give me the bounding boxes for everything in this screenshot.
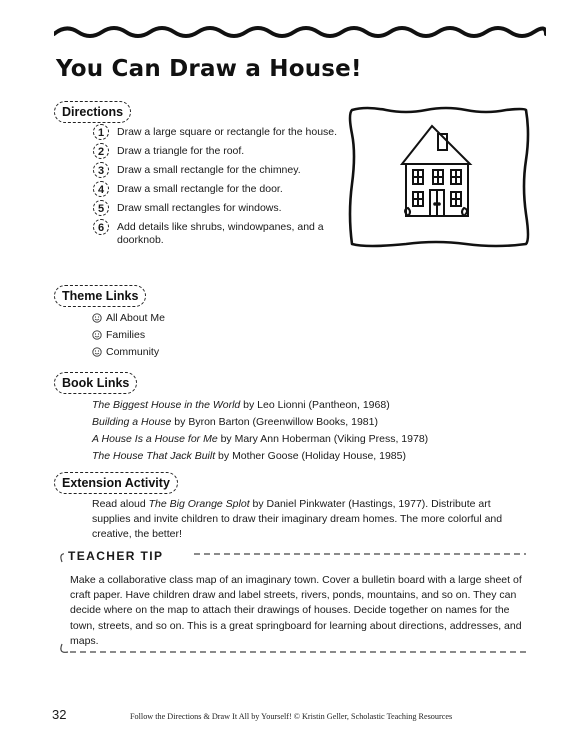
directions-steps xyxy=(93,126,338,252)
book-title: The House That Jack Built xyxy=(92,450,216,462)
smiley-icon xyxy=(92,347,102,357)
step-text: Draw small rectangles for windows. xyxy=(117,202,282,214)
book-details: by Leo Lionni (Pantheon, 1968) xyxy=(240,399,390,411)
book-details: by Mother Goose (Holiday House, 1985) xyxy=(215,450,406,462)
footer-credit: Follow the Directions & Draw It All by Yourself! © Kristin Geller, Scholastic Teaching Resources xyxy=(130,712,453,721)
step-text: Draw a small rectangle for the chimney. xyxy=(117,164,301,176)
teacher-tip-text: Make a collaborative class map of an imaginary town. Cover a bulletin board with a large sheet of craft paper. Have children draw and label streets, rivers, ponds, mountains, and so on. They can decide where on the map to attach their drawings of houses. Decide together on names for the town, streets, and so on. This is a great springboard for learning about directions, addresses, and maps. xyxy=(70,574,522,647)
theme-link-text: Families xyxy=(106,328,146,341)
book-links-list xyxy=(92,397,428,465)
step-number: 5 xyxy=(93,200,109,216)
extension-pre: Read aloud xyxy=(92,498,149,510)
directions-label: Directions xyxy=(54,101,131,123)
theme-link-text: All About Me xyxy=(106,311,165,324)
step-number: 4 xyxy=(93,181,109,197)
direction-step xyxy=(93,202,338,216)
theme-links-list xyxy=(92,309,165,360)
extension-book-title: The Big Orange Splot xyxy=(148,498,250,510)
extension-activity-text xyxy=(92,497,522,542)
step-number: 1 xyxy=(93,124,109,140)
book-title: The Biggest House in the World xyxy=(92,399,241,411)
teacher-tip-label: TEACHER TIP xyxy=(64,549,167,563)
list-item xyxy=(92,326,165,343)
book-details: by Mary Ann Hoberman (Viking Press, 1978) xyxy=(217,433,429,445)
book-details: by Byron Barton (Greenwillow Books, 1981) xyxy=(171,416,378,428)
direction-step xyxy=(93,164,338,178)
book-title: A House Is a House for Me xyxy=(92,433,218,445)
direction-step xyxy=(93,126,338,140)
book-entry xyxy=(92,448,428,465)
book-title: Building a House xyxy=(92,416,172,428)
book-entry xyxy=(92,414,428,431)
extension-post: by Daniel Pinkwater (Hastings, 1977). Distribute art supplies and invite children to draw their imaginary dream homes. The more colorful and creative, the better! xyxy=(92,498,503,540)
theme-links-label: Theme Links xyxy=(54,285,146,307)
house-icon xyxy=(402,126,470,216)
book-links-label: Book Links xyxy=(54,372,137,394)
step-number: 3 xyxy=(93,162,109,178)
step-number: 2 xyxy=(93,143,109,159)
list-item xyxy=(92,309,165,326)
step-number: 6 xyxy=(93,219,109,235)
wavy-border-decoration xyxy=(54,22,546,44)
book-entry xyxy=(92,431,428,448)
direction-step xyxy=(93,145,338,159)
smiley-icon xyxy=(92,330,102,340)
theme-link-text: Community xyxy=(106,345,160,358)
step-text: Draw a small rectangle for the door. xyxy=(117,183,283,195)
extension-activity-label: Extension Activity xyxy=(54,472,178,494)
smiley-icon xyxy=(92,313,102,323)
book-entry xyxy=(92,397,428,414)
page-title: You Can Draw a House! xyxy=(56,56,362,82)
step-text: Draw a triangle for the roof. xyxy=(117,145,245,157)
step-text: Add details like shrubs, windowpanes, and a doorknob. xyxy=(117,221,324,246)
step-text: Draw a large square or rectangle for the house. xyxy=(117,126,338,138)
page-number: 32 xyxy=(52,707,67,722)
direction-step xyxy=(93,183,338,197)
house-illustration xyxy=(346,104,532,250)
direction-step xyxy=(93,221,338,247)
list-item xyxy=(92,343,165,360)
